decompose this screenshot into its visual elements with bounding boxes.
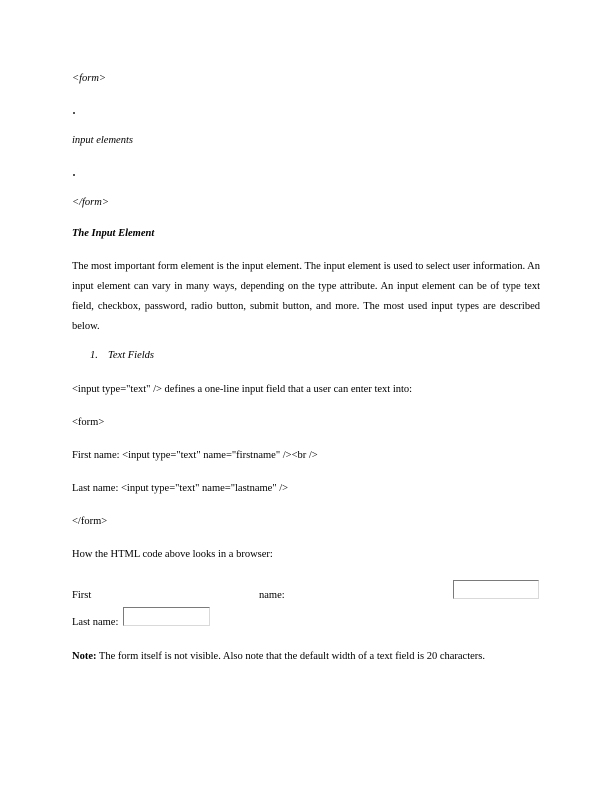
- list-item-text-fields: [90, 350, 154, 361]
- ellipsis-dot: [73, 174, 75, 176]
- code-form-close: </form>: [72, 516, 108, 527]
- code-form-close-italic: </form>: [72, 197, 109, 208]
- firstname-input[interactable]: [453, 580, 539, 599]
- intro-paragraph: The most important form element is the input element. The input element is used to select user information. An input element can vary in many ways, depending on the type attribute. An input element can be of type text field, checkbox, password, radio button, submit button, and more. The most used input types are described below.: [72, 261, 540, 332]
- code-first-name: First name: <input type="text" name="firstname" /><br />: [72, 450, 318, 461]
- code-form-open-italic: <form>: [72, 73, 107, 84]
- note-label: Note:: [72, 651, 97, 662]
- code-input-elements: input elements: [72, 135, 133, 146]
- ellipsis-dot: [73, 112, 75, 114]
- text-field-definition: <input type="text" /> defines a one-line input field that a user can enter text into:: [72, 384, 413, 395]
- list-number: 1.: [90, 350, 98, 361]
- code-last-name: Last name: <input type="text" name="lastname" />: [72, 483, 289, 494]
- browser-intro: How the HTML code above looks in a browser:: [72, 549, 273, 560]
- lastname-input[interactable]: [123, 607, 210, 626]
- last-label: Last name:: [72, 617, 119, 628]
- first-label-part2: name:: [259, 590, 285, 601]
- list-label: Text Fields: [108, 350, 154, 361]
- code-form-open: <form>: [72, 417, 105, 428]
- first-label-part1: First: [72, 590, 92, 601]
- section-heading: The Input Element: [72, 228, 155, 239]
- note-text: The form itself is not visible. Also note that the default width of a text field is 20 characters.: [96, 651, 486, 662]
- note-paragraph: [72, 650, 485, 663]
